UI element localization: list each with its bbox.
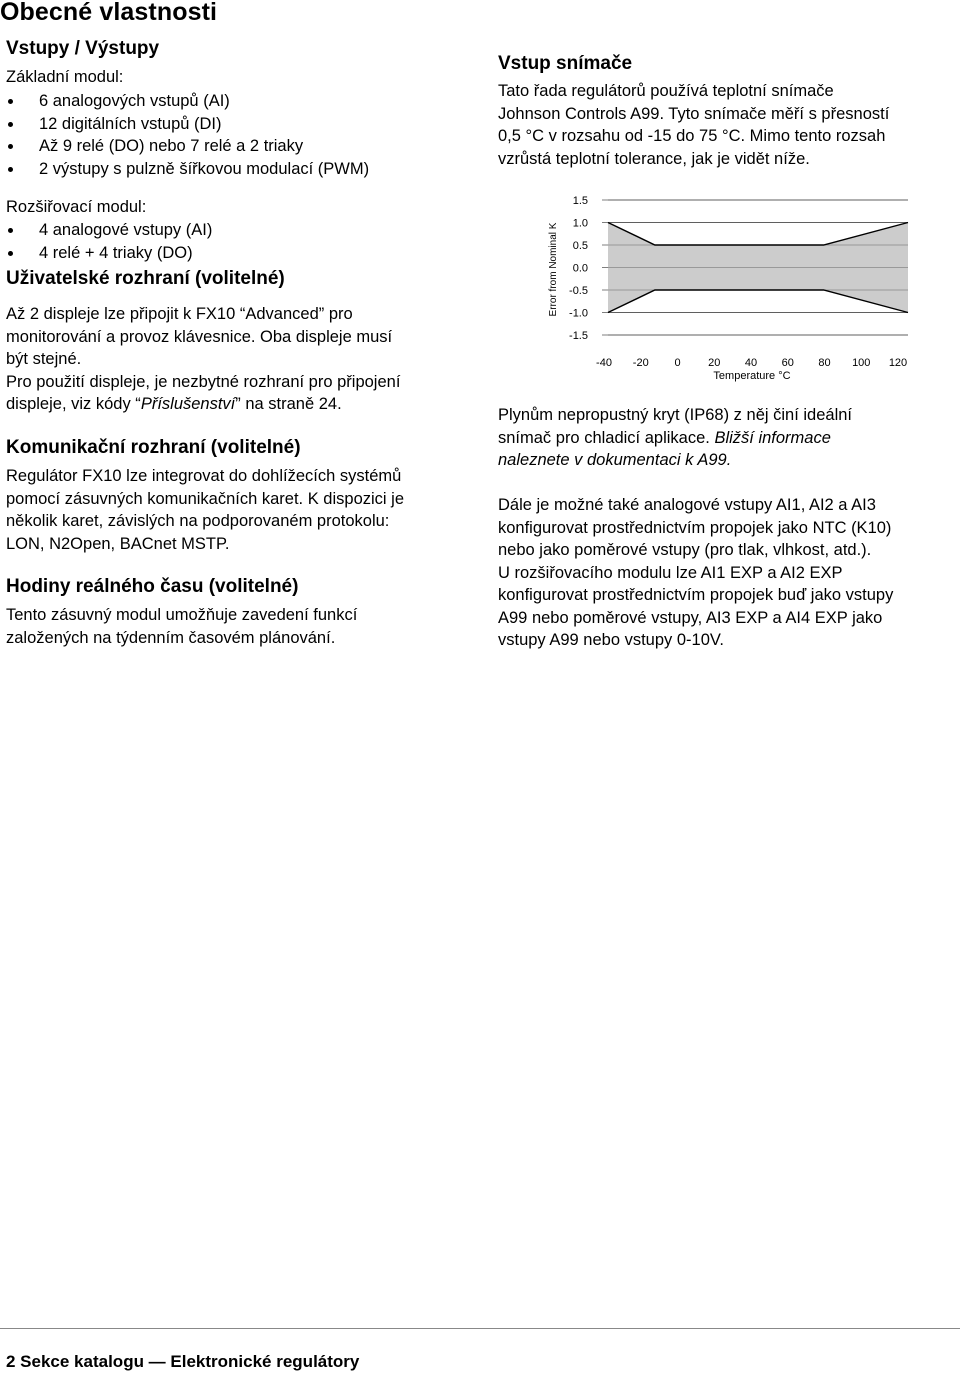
y-axis-label: Error from Nominal K <box>548 222 559 317</box>
ui-paragraph <box>6 303 400 416</box>
y-tick-label: 0.0 <box>572 262 588 275</box>
text-fragment: displeje, viz kódy “ <box>6 395 141 413</box>
x-axis-label: Temperature °C <box>713 370 791 382</box>
text-fragment: ” na straně 24. <box>235 395 342 413</box>
text-line: konfigurovat prostřednictvím propojek buď jako vstupy <box>498 586 894 604</box>
text-line: konfigurovat prostřednictvím propojek jako NTC (K10) <box>498 518 892 537</box>
list-item: 4 analogové vstupy (AI) <box>6 219 476 242</box>
base-module-list <box>6 90 476 180</box>
text-line: Regulátor FX10 lze integrovat do dohlížecích systémů <box>6 467 402 485</box>
y-tick-label: 1.5 <box>572 195 588 207</box>
page-title: Obecné vlastnosti <box>0 0 218 26</box>
base-module-label: Základní modul: <box>6 68 124 86</box>
list-item: 2 výstupy s pulzně šířkovou modulací (PWM) <box>6 158 476 181</box>
ext-module-label: Rozšiřovací modul: <box>6 198 147 216</box>
text-line: A99 nebo poměrové vstupy, AI3 EXP a AI4 EXP jako <box>498 608 883 627</box>
ext-module-list <box>6 219 476 264</box>
sensor-paragraph <box>498 80 889 170</box>
x-tick-label: 0 <box>674 357 681 369</box>
text-line: LON, N2Open, BACnet MSTP. <box>6 534 230 553</box>
inputs-paragraph <box>498 494 893 652</box>
list-item: 4 relé + 4 triaky (DO) <box>6 242 476 265</box>
text-fragment: snímač pro chladicí aplikace. <box>498 428 715 447</box>
x-tick-label: 100 <box>852 357 871 369</box>
x-tick-label: -20 <box>632 357 649 369</box>
x-tick-label: -40 <box>596 357 612 369</box>
list-item: 12 digitálních vstupů (DI) <box>6 113 476 136</box>
y-tick-label: 1.0 <box>572 217 588 230</box>
text-line: Tento zásuvný modul umožňuje zavedení funkcí <box>6 606 358 624</box>
x-tick-label: 80 <box>818 357 831 369</box>
more-info-text: naleznete v dokumentaci k A99. <box>498 451 732 469</box>
x-tick-label: 40 <box>744 357 758 369</box>
text-line: založených na týdenním časovém plánování. <box>6 628 336 647</box>
text-line: Až 2 displeje lze připojit k FX10 “Advanced” pro <box>6 305 353 323</box>
clock-heading: Hodiny reálného času (volitelné) <box>6 576 299 597</box>
x-tick-label: 120 <box>888 357 908 369</box>
y-tick-label: -0.5 <box>569 285 588 297</box>
comm-paragraph <box>6 465 404 555</box>
x-tick-label: 20 <box>708 357 721 369</box>
text-line: být stejné. <box>6 350 82 368</box>
text-line: pomocí zásuvných komunikačních karet. K dispozici je <box>6 489 405 508</box>
text-line: Pro použití displeje, je nezbytné rozhraní pro připojení <box>6 372 401 391</box>
accessories-reference: Příslušenství <box>140 395 236 413</box>
sensor-heading: Vstup snímače <box>498 53 633 74</box>
y-tick-label: 0.5 <box>572 240 588 252</box>
text-line: 0,5 °C v rozsahu od -15 do 75 °C. Mimo tento rozsah <box>498 127 886 145</box>
text-line: Tato řada regulátorů používá teplotní snímače <box>498 82 834 100</box>
text-line: nebo jako poměrové vstupy (pro tlak, vlhkost, atd.). <box>498 541 872 559</box>
text-line: U rozšiřovacího modulu lze AI1 EXP a AI2 EXP <box>498 563 843 582</box>
io-heading: Vstupy / Výstupy <box>6 38 160 59</box>
text-line: několik karet, závislých na podporovaném protokolu: <box>6 512 390 530</box>
comm-heading: Komunikační rozhraní (volitelné) <box>6 437 301 458</box>
text-line: Johnson Controls A99. Tyto snímače měří s přesností <box>498 104 890 123</box>
y-tick-label: -1.0 <box>569 307 588 320</box>
ui-heading: Uživatelské rozhraní (volitelné) <box>6 268 285 289</box>
text-line: monitorování a provoz klávesnice. Oba displeje musí <box>6 327 393 346</box>
more-info-text: Bližší informace <box>714 428 831 447</box>
text-line: vstupy A99 nebo vstupy 0-10V. <box>498 631 724 649</box>
text-line <box>6 393 400 416</box>
text-line: Dále je možné také analogové vstupy AI1, AI2 a AI3 <box>498 496 876 514</box>
clock-paragraph <box>6 604 357 649</box>
x-tick-label: 60 <box>781 357 794 369</box>
text-line: Plynům nepropustný kryt (IP68) z něj činí ideální <box>498 406 853 424</box>
ip-paragraph <box>498 404 852 472</box>
list-item: 6 analogových vstupů (AI) <box>6 90 476 113</box>
y-tick-label: -1.5 <box>569 330 588 342</box>
tolerance-chart <box>540 190 920 390</box>
list-item: Až 9 relé (DO) nebo 7 relé a 2 triaky <box>6 135 476 158</box>
text-line: vzrůstá teplotní tolerance, jak je vidět níže. <box>498 149 810 168</box>
footer-rule <box>0 1328 960 1329</box>
text-line <box>498 427 852 450</box>
page-footer: 2 Sekce katalogu — Elektronické regulátory <box>6 1352 360 1371</box>
